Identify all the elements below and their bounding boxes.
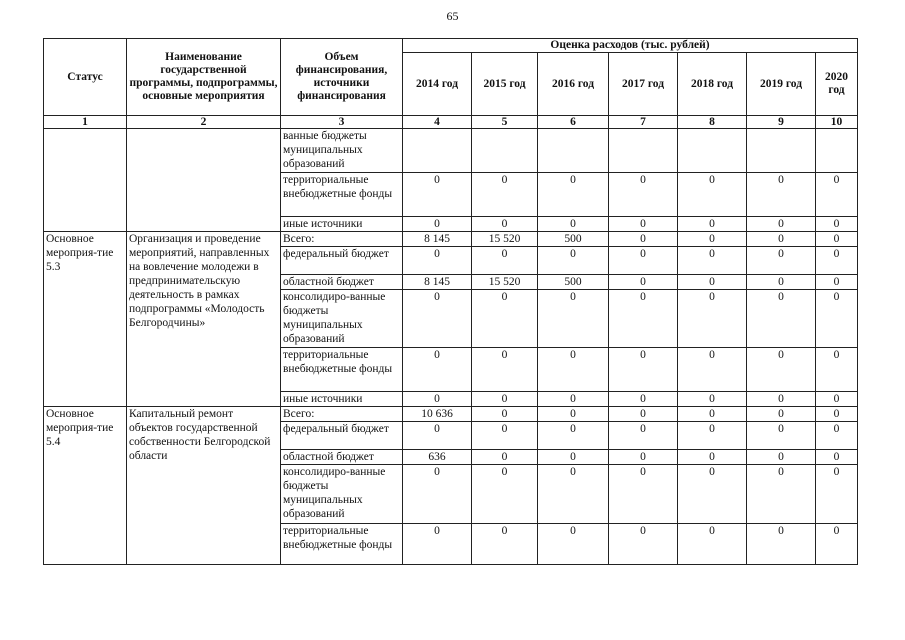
value-cell: 15 520 xyxy=(472,232,538,247)
value-cell: 0 xyxy=(472,392,538,407)
program-name-cell xyxy=(127,129,281,232)
value-cell: 0 xyxy=(747,450,816,465)
funding-source-cell: федеральный бюджет xyxy=(281,247,403,275)
table-row xyxy=(44,407,858,422)
value-cell: 0 xyxy=(747,465,816,524)
header-volume: Объем финансирования, источники финансирования xyxy=(281,39,403,116)
value-cell: 0 xyxy=(747,392,816,407)
value-cell: 0 xyxy=(816,290,858,348)
funding-source-cell: иные источники xyxy=(281,217,403,232)
value-cell: 0 xyxy=(609,275,678,290)
value-cell: 0 xyxy=(609,392,678,407)
value-cell: 0 xyxy=(609,217,678,232)
status-cell: Основное мероприя-тие 5.4 xyxy=(44,407,127,565)
value-cell: 0 xyxy=(403,422,472,450)
value-cell: 0 xyxy=(472,173,538,217)
value-cell: 0 xyxy=(816,407,858,422)
value-cell: 0 xyxy=(403,173,472,217)
value-cell: 0 xyxy=(403,247,472,275)
value-cell: 0 xyxy=(538,247,609,275)
value-cell: 0 xyxy=(609,465,678,524)
value-cell xyxy=(472,129,538,173)
value-cell: 0 xyxy=(678,465,747,524)
value-cell xyxy=(609,129,678,173)
value-cell: 0 xyxy=(678,407,747,422)
table-row xyxy=(44,129,858,173)
value-cell: 0 xyxy=(472,465,538,524)
program-name-cell: Капитальный ремонт объектов государственной собственности Белгородской области xyxy=(127,407,281,565)
value-cell: 10 636 xyxy=(403,407,472,422)
value-cell: 0 xyxy=(816,173,858,217)
value-cell: 0 xyxy=(747,407,816,422)
value-cell: 0 xyxy=(472,290,538,348)
value-cell: 0 xyxy=(747,422,816,450)
funding-source-cell: областной бюджет xyxy=(281,275,403,290)
value-cell: 0 xyxy=(816,232,858,247)
value-cell: 0 xyxy=(816,392,858,407)
value-cell: 0 xyxy=(538,392,609,407)
status-cell: Основное мероприя-тие 5.3 xyxy=(44,232,127,407)
column-number: 2 xyxy=(127,116,281,129)
table-body xyxy=(44,129,858,565)
value-cell: 0 xyxy=(403,217,472,232)
page-number: 65 xyxy=(446,9,459,23)
value-cell: 0 xyxy=(747,290,816,348)
value-cell: 8 145 xyxy=(403,232,472,247)
value-cell: 0 xyxy=(403,465,472,524)
value-cell: 0 xyxy=(609,407,678,422)
value-cell: 0 xyxy=(678,524,747,565)
column-number: 4 xyxy=(403,116,472,129)
value-cell: 0 xyxy=(538,524,609,565)
value-cell xyxy=(403,129,472,173)
value-cell: 0 xyxy=(816,422,858,450)
value-cell: 0 xyxy=(678,392,747,407)
value-cell: 0 xyxy=(678,422,747,450)
value-cell: 0 xyxy=(678,247,747,275)
value-cell: 0 xyxy=(472,450,538,465)
value-cell: 0 xyxy=(816,275,858,290)
header-year: 2020 год xyxy=(816,53,858,116)
value-cell: 0 xyxy=(472,348,538,392)
column-number: 7 xyxy=(609,116,678,129)
column-number: 10 xyxy=(816,116,858,129)
value-cell xyxy=(816,129,858,173)
value-cell: 0 xyxy=(678,232,747,247)
column-number: 1 xyxy=(44,116,127,129)
value-cell: 0 xyxy=(816,348,858,392)
column-number: 3 xyxy=(281,116,403,129)
header-year: 2016 год xyxy=(538,53,609,116)
value-cell: 0 xyxy=(403,348,472,392)
value-cell: 0 xyxy=(403,392,472,407)
value-cell: 0 xyxy=(538,465,609,524)
value-cell: 0 xyxy=(472,422,538,450)
program-name-cell: Организация и проведение мероприятий, направленных на вовлечение молодежи в предпринимательскую деятельность в рамках подпрограммы «Молодость Белгородчины» xyxy=(127,232,281,407)
value-cell: 0 xyxy=(816,247,858,275)
header-estimate: Оценка расходов (тыс. рублей) xyxy=(403,39,858,53)
value-cell xyxy=(538,129,609,173)
value-cell: 0 xyxy=(538,450,609,465)
column-number: 5 xyxy=(472,116,538,129)
value-cell: 0 xyxy=(747,232,816,247)
value-cell: 15 520 xyxy=(472,275,538,290)
funding-source-cell: ванные бюджеты муниципальных образований xyxy=(281,129,403,173)
value-cell: 0 xyxy=(678,173,747,217)
funding-source-cell: Всего: xyxy=(281,407,403,422)
value-cell: 500 xyxy=(538,275,609,290)
funding-source-cell: Всего: xyxy=(281,232,403,247)
value-cell: 0 xyxy=(538,290,609,348)
value-cell: 0 xyxy=(472,247,538,275)
header-year: 2019 год xyxy=(747,53,816,116)
header-status: Статус xyxy=(44,39,127,116)
value-cell: 0 xyxy=(816,524,858,565)
value-cell: 0 xyxy=(747,524,816,565)
funding-source-cell: консолидиро-ванные бюджеты муниципальных образований xyxy=(281,290,403,348)
value-cell: 0 xyxy=(609,450,678,465)
value-cell: 0 xyxy=(609,290,678,348)
column-number: 8 xyxy=(678,116,747,129)
value-cell: 0 xyxy=(403,290,472,348)
column-number: 6 xyxy=(538,116,609,129)
value-cell: 0 xyxy=(538,217,609,232)
value-cell: 0 xyxy=(609,232,678,247)
value-cell: 0 xyxy=(747,348,816,392)
value-cell xyxy=(747,129,816,173)
value-cell: 0 xyxy=(403,524,472,565)
header-year: 2014 год xyxy=(403,53,472,116)
funding-source-cell: территориальные внебюджетные фонды xyxy=(281,524,403,565)
value-cell: 0 xyxy=(609,422,678,450)
header-year: 2018 год xyxy=(678,53,747,116)
value-cell: 0 xyxy=(678,348,747,392)
value-cell: 0 xyxy=(538,348,609,392)
value-cell: 0 xyxy=(538,422,609,450)
value-cell xyxy=(678,129,747,173)
value-cell: 0 xyxy=(816,465,858,524)
funding-source-cell: иные источники xyxy=(281,392,403,407)
value-cell: 0 xyxy=(747,173,816,217)
value-cell: 0 xyxy=(472,524,538,565)
value-cell: 500 xyxy=(538,232,609,247)
value-cell: 0 xyxy=(816,450,858,465)
value-cell: 0 xyxy=(538,173,609,217)
value-cell: 0 xyxy=(609,524,678,565)
funding-source-cell: федеральный бюджет xyxy=(281,422,403,450)
value-cell: 0 xyxy=(678,275,747,290)
value-cell: 0 xyxy=(472,217,538,232)
header-name: Наименование государственной программы, подпрограммы, основные мероприятия xyxy=(127,39,281,116)
status-cell xyxy=(44,129,127,232)
value-cell: 8 145 xyxy=(403,275,472,290)
header-year: 2017 год xyxy=(609,53,678,116)
value-cell: 636 xyxy=(403,450,472,465)
value-cell: 0 xyxy=(538,407,609,422)
value-cell: 0 xyxy=(678,450,747,465)
header-year: 2015 год xyxy=(472,53,538,116)
value-cell: 0 xyxy=(609,247,678,275)
value-cell: 0 xyxy=(747,247,816,275)
budget-table xyxy=(43,38,858,565)
table-row xyxy=(44,232,858,247)
value-cell: 0 xyxy=(678,290,747,348)
funding-source-cell: территориальные внебюджетные фонды xyxy=(281,173,403,217)
funding-source-cell: территориальные внебюджетные фонды xyxy=(281,348,403,392)
value-cell: 0 xyxy=(747,275,816,290)
funding-source-cell: консолидиро-ванные бюджеты муниципальных образований xyxy=(281,465,403,524)
value-cell: 0 xyxy=(678,217,747,232)
value-cell: 0 xyxy=(609,348,678,392)
value-cell: 0 xyxy=(472,407,538,422)
value-cell: 0 xyxy=(747,217,816,232)
value-cell: 0 xyxy=(816,217,858,232)
column-number: 9 xyxy=(747,116,816,129)
funding-source-cell: областной бюджет xyxy=(281,450,403,465)
value-cell: 0 xyxy=(609,173,678,217)
